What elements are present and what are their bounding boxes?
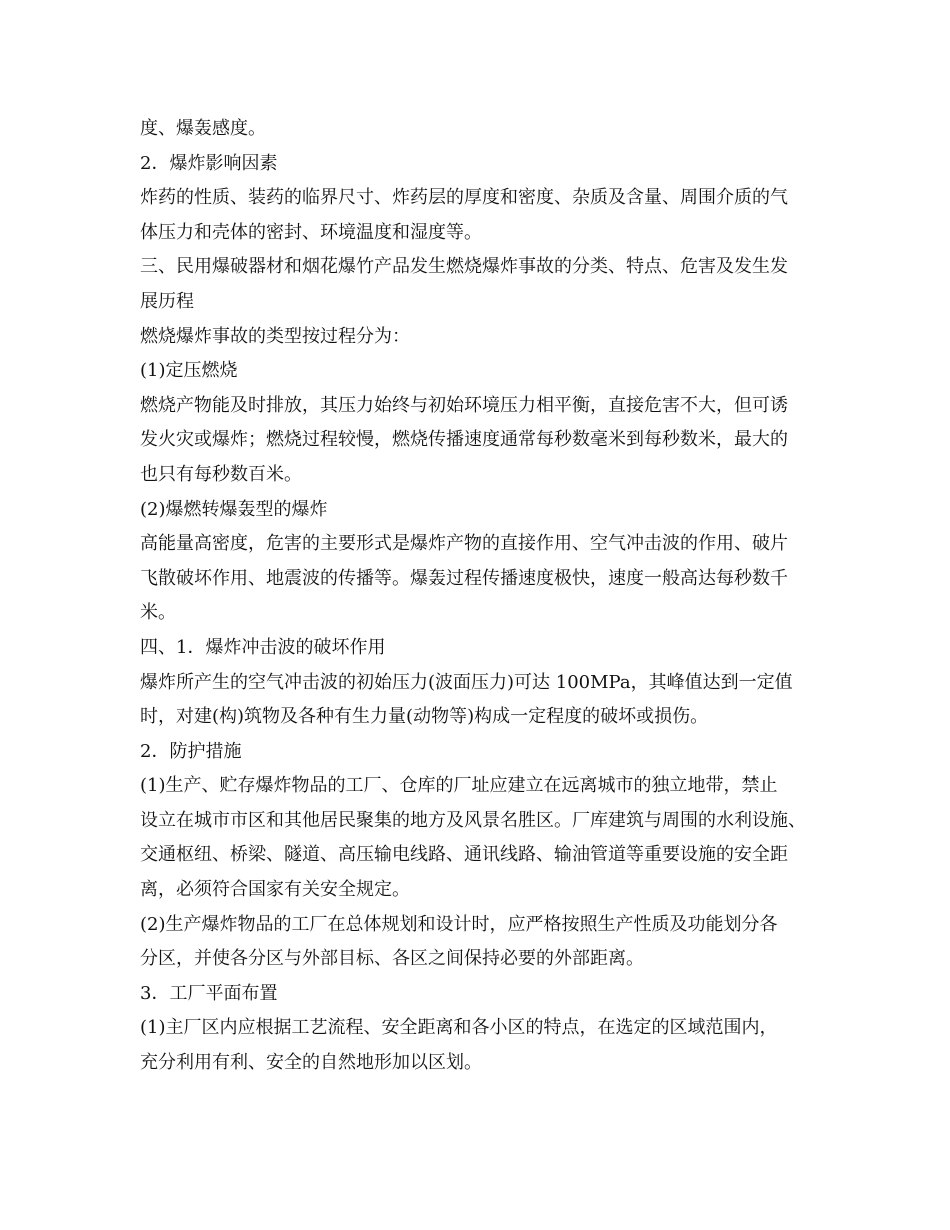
text-line: 燃烧爆炸事故的类型按过程分为： (140, 325, 410, 347)
section-heading: 3．工厂平面布置 (140, 982, 278, 1004)
text-line: 时，对建(构)筑物及各种有生力量(动物等)构成一定程度的破坏或损伤。 (140, 706, 709, 728)
text-line: 爆炸所产生的空气冲击波的初始压力(波面压力)可达 100MPa，其峰值达到一定值 (140, 671, 793, 693)
section-heading: 四、1．爆炸冲击波的破坏作用 (140, 636, 386, 658)
text-line: 交通枢纽、桥梁、隧道、高压输电线路、通讯线路、输油管道等重要设施的安全距 (140, 844, 788, 866)
text-line: (1)生产、贮存爆炸物品的工厂、仓库的厂址应建立在远离城市的独立地带，禁止 (140, 775, 778, 797)
text-line: 米。 (140, 602, 176, 624)
text-line: 飞散破坏作用、地震波的传播等。爆轰过程传播速度极快，速度一般高达每秒数千 (140, 567, 788, 589)
text-line: 体压力和壳体的密封、环境温度和湿度等。 (140, 221, 482, 243)
subsection-heading: (1)定压燃烧 (140, 360, 238, 382)
text-line: 高能量高密度，危害的主要形式是爆炸产物的直接作用、空气冲击波的作用、破片 (140, 533, 788, 555)
text-line: 燃烧产物能及时排放，其压力始终与初始环境压力相平衡，直接危害不大，但可诱 (140, 394, 788, 416)
section-heading: 三、民用爆破器材和烟花爆竹产品发生燃烧爆炸事故的分类、特点、危害及发生发 (140, 256, 788, 278)
text-line: 度、爆轰感度。 (140, 118, 266, 139)
subsection-heading: (2)爆燃转爆轰型的爆炸 (140, 498, 328, 520)
section-heading: 2．防护措施 (140, 740, 242, 762)
text-line: 分区，并使各分区与外部目标、各区之间保持必要的外部距离。 (140, 948, 644, 970)
section-heading: 展历程 (140, 290, 194, 312)
text-line: 炸药的性质、装药的临界尺寸、炸药层的厚度和密度、杂质及含量、周围介质的气 (140, 187, 788, 209)
text-line: (2)生产爆炸物品的工厂在总体规划和设计时，应严格按照生产性质及功能划分各 (140, 913, 778, 935)
text-line: 充分利用有利、安全的自然地形加以区划。 (140, 1052, 482, 1074)
text-line: 也只有每秒数百米。 (140, 463, 302, 485)
text-line: (1)主厂区内应根据工艺流程、安全距离和各小区的特点，在选定的区域范围内， (140, 1017, 778, 1039)
text-line: 设立在城市市区和其他居民聚集的地方及风景名胜区。厂库建筑与周围的水利设施、 (140, 809, 806, 831)
text-line: 离，必须符合国家有关安全规定。 (140, 879, 410, 901)
document-body (140, 112, 830, 1081)
text-line: 发火灾或爆炸；燃烧过程较慢，燃烧传播速度通常每秒数毫米到每秒数米，最大的 (140, 429, 788, 451)
section-heading: 2．爆炸影响因素 (140, 152, 278, 174)
